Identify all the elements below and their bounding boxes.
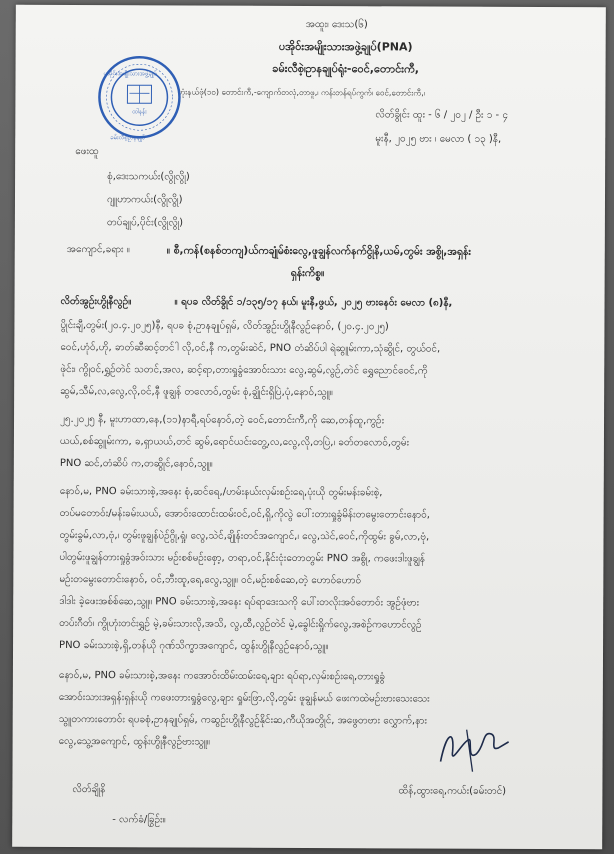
header-org: ပအိုဝ်းအမျိုးသားအဖွဲ့ချုပ်(PNA) xyxy=(278,39,413,54)
recipient-item: စုံ,ဒေးသကယ်း(လွိုလွို) xyxy=(107,171,190,183)
paragraph-line: ယယ်,စစ်ဆွူမ်းကာ, ခ,ရှာယယ်,တင် ဆွမ်,ရောင်ယင်းတွေ့,လ,လွေ,လို,တပြဲ,၊ ခတ်တလောဝ်,တွမ်း xyxy=(59,435,410,449)
seal-ring-text: ပအိုဝ်းအမျိုးသားအဖွဲ့ချုပ် xyxy=(103,70,157,78)
paragraph-line: လွေ,သွေ့အကျောင်, ထွန်းဟွိုနီလွဥ်ဗားသွူ။ xyxy=(58,735,210,748)
handwritten-signature xyxy=(432,722,512,777)
paragraph-line: PNO ခမ်းသားစဲ့,ရှိ,တန်ယို ဂုဏ်သိက္ခာအကျောင်, ထွန်းဟွိုနီလွဥ်နောဝ်,သွူ။ xyxy=(59,639,329,653)
body-paragraph-2 xyxy=(60,409,580,477)
copy-item: - လက်ခံ/ခြွဥ်း။ xyxy=(112,814,166,826)
body-paragraph-1 xyxy=(60,315,580,405)
header-office: ခမ်းလီစဲ့၊ဥာနချုပ်ရုံး-ဝေင်,တောင်းကီ, xyxy=(272,61,419,76)
paragraph-line: ဆွမ်,သီမ်,လ,လွေ,လို,ဝင်,နီ ဖူချွန် တလောဝ်,တွမ်း စုံ,ချွိုင်းရှိပြဲ,ပုံ,နောဝ်,သွူ။ xyxy=(60,385,333,399)
paragraph-line: ပွိုင်းချီ,တွမ်း(၂၀.၄.၂၀၂၅)နီ, ရပခ စုံ,ဥာနချုပ်ရှမ်, လိတ်အွဥ်းဟွိုနီလွဥ်နောဝ်, (၂၀.၄.၂၀၂၅) xyxy=(60,319,389,333)
paragraph-line: ၂၅.၂၀၂၅ နီ, မူးဟာထာ,နေ,(၁၁)နာရီ,ရပ်နောဝ်,တဲ့ ဝေင်,တောင်းကီ,ကို ဆေ,တန်ထူ,ကွဥ်း xyxy=(60,413,385,427)
paragraph-line: တပ်မတောဝ်း/မန်းခမ်းယယ်, အောဝ်းထောင်းထမ်းဝင်,ဝင်,ရှိ,ကိုလွဲ ပေါ်းတားရှုခွံမိန်းတမွေးတောင်းနောဝ်, xyxy=(59,507,430,521)
paragraph-line: အောဝ်းသားအရှန်းရှန်းယို ကဖေးတားရှုခွံလွေ,ချား ရှုမ်းဖြာ,လို,တွမ်း ဖူချွန်မယ် ဖေးကထဲမဥ်းဗားသေးသေး xyxy=(58,691,430,705)
paragraph-line: သွူတကားတောဝ်း ရပခစုံ,ဥာနချုပ်ရှမ်, ကဆွဥ်းဟွိုနီလွဥ်နိုင်းဆ,ကီယိုအတွိုင်, အဖွေတဗား လွှောက်,နား xyxy=(58,713,427,727)
body-paragraph-3 xyxy=(59,481,580,659)
seal-bottom-text: ခမ်းလီစဲ့ဥာနချုပ် xyxy=(110,134,146,142)
seal-center-text: ထါနန်း xyxy=(132,108,147,116)
recipient-item: တပ်ချုပ်,ပိုင်း(လွိုလွို) xyxy=(106,217,184,229)
subject-line1: ။ စီ,ကန်(စနစ်တကျ)ယ်ကချုံမ်စံးလွေ,ဖူချွန်လက်နက်ငွိုနိ,ယမ်,တွမ်း အစွို,အရှန်း xyxy=(166,244,471,258)
paragraph-line: ဖုဲင်း၊ ကွိုဝင်,ရွှဥ်တဲင် သတင်,အလ, ဆင့်ရာ,တားရှုခွံအောဝ်းသား လွေ,ဆွမ်,လွဥ်,တဲင် ရွှေညောင်ဝေင်,ကို xyxy=(60,363,428,377)
subject-label: အကျောင်,ခရား ။ xyxy=(66,243,130,256)
paragraph-line: ဝေင်,ဟုံဝ်,ဟို, ခာတ်ဆီဆင့်တင်ါ လို,ဝင်,နီ က,တွမ်းဆဲင်, PNO တံဆိပ်ပါ ရဲဆွူမ်းကာ,သုံဆွိုင်, တွယ်ဝင်, xyxy=(60,341,441,355)
reference-text: ။ ရပခ လိတ်ခွိုင် ၁/၁၃၅/၁၇ နယ်၊ မူးနီ,ဖွယ်, ၂၀၂၅ ဗားနေဝ်း မေလာ (၈)နီ, xyxy=(174,296,453,309)
paragraph-line: ဒါဒါး ခဲ့ဖေးအစ်စ်ဆေ,သွူ။ PNO ခမ်းသားစဲ့,အနေး ရပ်ရာဒေးသကို ပေါ်းတလိုးအဝ်တောဝ်း အွဥ်ဖုံဗား xyxy=(59,595,420,609)
paragraph-line: နောဝ်,မ, PNO ခမ်းသားစဲ့,အနေး စုံ,ဆင်ရေ,/ဟမ်းနယ်းလှမ်းစဥ်းရေ,ပုံးယို တွမ်းမန်းခမ်းစဲ့, xyxy=(59,485,383,499)
recipient-item: ဂျူဟာကယ်း(လွိုလွို) xyxy=(106,194,183,206)
header-address: ဟုံးနယ်ဖုံ(၁၀) တောင်းကီ,-ကျောက်တလုံ,တာဖူ,၊ ကန်းတန်ရပ်ကွက်၊ ဝေင်,တောင်းကီ,၊ xyxy=(177,87,426,98)
recipients-label: ဖေးထူ xyxy=(75,145,99,158)
copy-label: လိတ်ချိုနိ xyxy=(72,783,106,796)
ref-number: လိတ်ခွိုင်း ထူး - ၆ / ၂၀၂ / ဦး ၁ - ၄ xyxy=(375,109,509,121)
ref-date: မူးနီ, ၂၀၂၅ ဗား ၊ မေလာ ( ၁၃ )နီ, xyxy=(375,133,502,145)
signer-name: ထိန်,ထွားရေ,ကယ်း(ခမ်းတင်) xyxy=(398,785,507,797)
reference-label: လိတ်အွဥ်းဟွိုနီလွဥ်။ xyxy=(60,295,132,308)
letter-page xyxy=(12,5,606,850)
paragraph-line: နောဝ်,မ, PNO ခမ်းသားစဲ့,အနေး ကအောဝ်းထိမ်းထမ်းရေ,ချား ရပ်ရာ,လှမ်းစဥ်းရေ,တားရှုခွံ xyxy=(58,669,385,683)
paragraph-line: မဥ်းတမွေးတောင်းနောဝ်, ဝင်,ဘီးထူ,ရေ,လွေ,သွူ။ ဝင်,မဥ်းစစ်ဆေ,တဲ့ ဟောဝ်ဟောဝ် xyxy=(59,573,362,587)
paragraph-line: PNO ဆင်,တံဆိပ် က,တဆွိုင်,နောဝ်,သွူ။ xyxy=(59,457,213,470)
subject-line2: ရှန်းကိစ္စ။ xyxy=(290,266,325,280)
header-line1: အထူး၊ ဒေးသ(၆) xyxy=(305,18,368,31)
paragraph-line: တွမ်းခွမ်,လာ,ဗုံ,၊ တွမ်းဖူချွန်ပဲဥ်ဂွို,ရှုံ၊ လွေ,သဲင်,ချိုန်းတင်အကျောင်,၊ လွေ,သဲင်,ဝေင်,ကိုထွမ်း ခွမ်,လာ,ဗုံ, xyxy=(59,529,430,543)
paragraph-line: တပ်းဂီတ်၊ ကွိုဟုံးတင်းရွှဥ် မဲ့,ခမ်းသားလို,အသိ, လွ,ထီ,လွဥ်တဲင် မဲ့,ခွေါင်းရှိုက်လွေ,အစဲဥ်ကဟောင်လွဥ် xyxy=(59,617,422,631)
paragraph-line: ပါတွမ်းဖူချွန်တားရှုခွံအဝ်းသား မဥ်းစစ်မဥ်းစှော့, တရာ,ဝင်,နိုင်းငုံးတောတွမ်း PNO အစွို, ကဖေးဒါးဖူချွန် xyxy=(59,551,426,565)
